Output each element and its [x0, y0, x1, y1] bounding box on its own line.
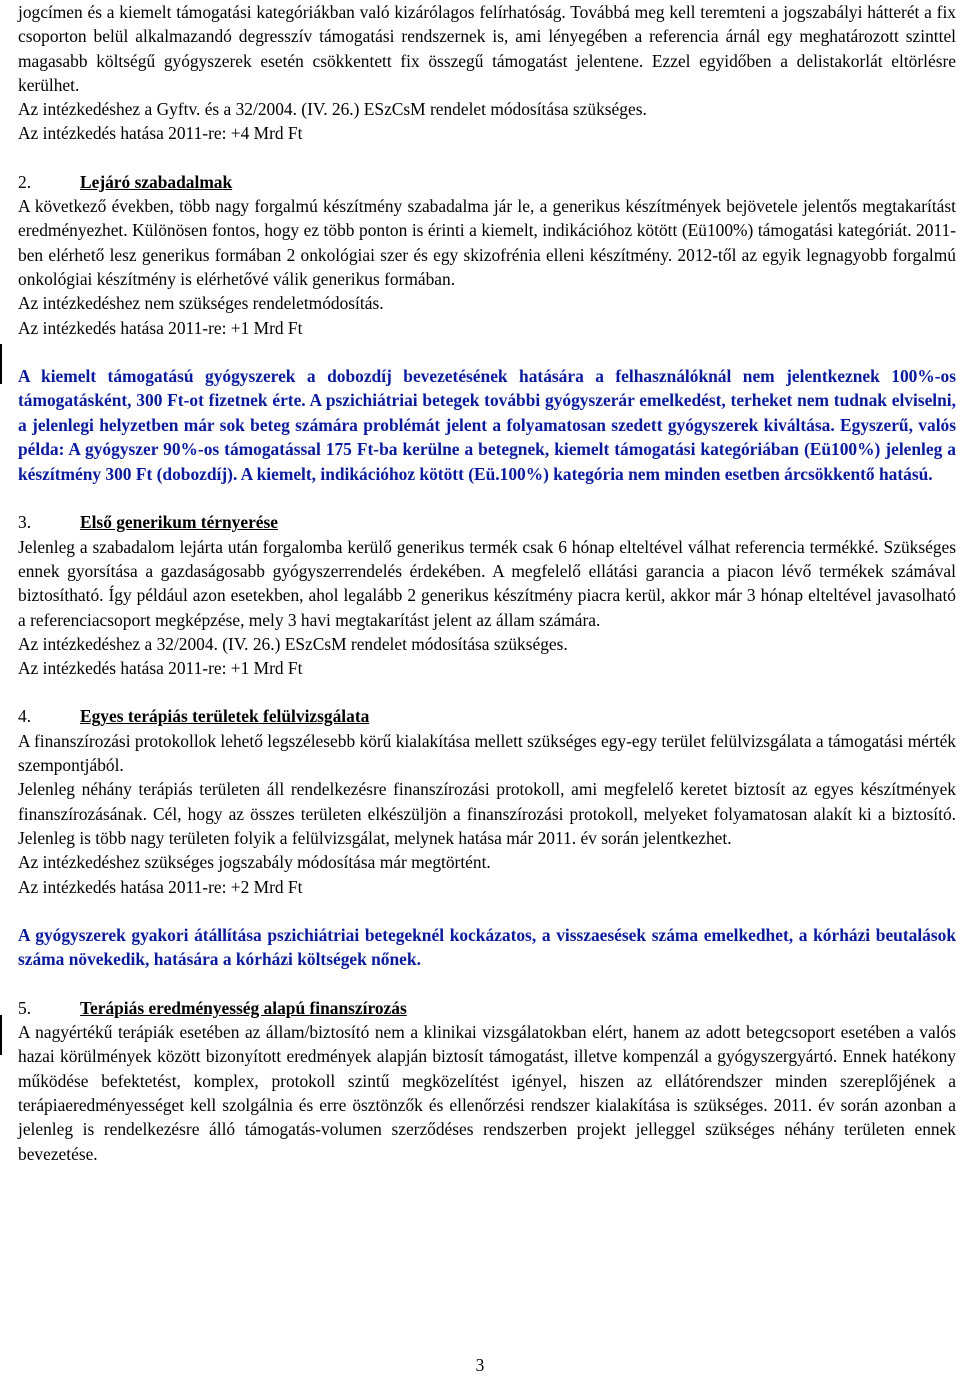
spacer [18, 486, 956, 510]
spacer [18, 340, 956, 364]
section-4-legal-note: Az intézkedéshez szükséges jogszabály módosítása már megtörtént. [18, 852, 491, 873]
section-number: 3. [18, 512, 32, 533]
section-4-comment: A gyógyszerek gyakori átállítása pszichiátriai betegeknél kockázatos, a visszaesések száma emelkedhet, a kórházi beutalások száma növekedik, hatására a kórházi költségek nőnek. [18, 924, 956, 970]
section-3-impact: Az intézkedés hatása 2011-re: +1 Mrd Ft [18, 658, 303, 679]
section-2-paragraph: A következő években, több nagy forgalmú készítmény szabadalma jár le, a generikus készítmények bejövetele jelentős megtakarítást eredményezhet. Különösen fontos, hogy ez több ponton is érinti a kiemelt, indikációhoz kötött (Eü100%) támogatási kategóriát. 2011-ben elérhető lesz generikus formában 2 onkológiai szer és egy skizofrénia elleni készítmény. 2012-től az egyik legnagyobb forgalmú onkológiai készítmény is elérhetővé válik generikus formában. [18, 196, 956, 289]
section-number: 4. [18, 706, 32, 727]
revision-bar [0, 344, 2, 384]
spacer [18, 972, 956, 996]
spacer [18, 680, 956, 704]
section-title: Lejáró szabadalmak [80, 171, 233, 192]
page-number: 3 [475, 1355, 485, 1375]
section-3-heading [18, 510, 956, 534]
spacer [18, 899, 956, 923]
section-2-heading [18, 170, 956, 194]
section-4-heading [18, 704, 956, 728]
section-title: Egyes terápiás területek felülvizsgálata [80, 706, 370, 727]
section-5-heading [18, 996, 956, 1020]
document-page [18, 0, 956, 1166]
section-4-paragraph-1: A finanszírozási protokollok lehető legszélesebb körű kialakítása mellett szükséges egy-egy terület felülvizsgálata a támogatási mérték szempontjából. [18, 730, 956, 776]
section-number: 5. [18, 997, 32, 1018]
section-title: Terápiás eredményesség alapú finanszírozás [80, 997, 407, 1018]
section-2-comment: A kiemelt támogatású gyógyszerek a dobozdíj bevezetésének hatására a felhasználóknál nem jelentkeznek 100%-os támogatásként, 300 Ft-ot fizetnek érte. A pszichiátriai betegek további gyógyszerár emelkedést, terheket nem tudnak elviselni, a jelenlegi helyzetben már sok beteg számára problémát jelent a folyamatosan szedett gyógyszerek kiváltása. Egyszerű, valós példa: A gyógyszer 90%-os támogatással 175 Ft-ba kerülne a betegnek, kiemelt támogatási kategóriában (Eü100%) jelenleg a készítmény 300 Ft (dobozdíj). A kiemelt, indikációhoz kötött (Eü.100%) kategória nem minden esetben árcsökkentő hatású. [18, 365, 956, 484]
revision-bar [0, 1015, 2, 1055]
section-3-paragraph: Jelenleg a szabadalom lejárta után forgalomba kerülő generikus termék csak 6 hónap elteltével válhat referencia termékké. Szükséges ennek gyorsítása a gazdaságosabb gyógyszerrendelés érdekében. A megfelelő ellátási garancia a piacon lévő termékek számával biztosítható. Így például azon esetekben, ahol legalább 2 generikus készítmény piacra kerül, akkor már 3 hónap elteltével javasolható a referenciacsoport megképzése, mely 3 havi megtakarítást jelent az állam számára. [18, 536, 956, 630]
section-2-impact: Az intézkedés hatása 2011-re: +1 Mrd Ft [18, 317, 303, 338]
section-4-paragraph-2: Jelenleg néhány terápiás területen áll rendelkezésre finanszírozási protokoll, ami megfelelő keretet biztosít az egyes készítmények finanszírozásának. Cél, hogy az összes területen elkészüljön a finanszírozási protokoll, melyeket folyamatosan alakít ki a biztosító. Jelenleg is több nagy területen folyik a felülvizsgálat, melynek hatása már 2011. év során jelentkezhet. [18, 779, 956, 848]
section-title: Első generikum térnyerése [80, 512, 279, 533]
intro-paragraph: jogcímen és a kiemelt támogatási kategóriákban való kizárólagos felírhatóság. Továbbá meg kell teremteni a jogszabályi hátterét a fix csoporton belül alkalmazandó degresszív támogatási rendszernek is, ami lényegében a referencia árnál egy meghatározott szinttel magasabb költségű gyógyszerek esetén csökkentett fix összegű támogatást jelentene. Ezzel egyidőben a delistakorlát eltörlésre kerülhet. [18, 2, 956, 95]
section-5-paragraph: A nagyértékű terápiák esetében az állam/biztosító nem a klinikai vizsgálatokban elért, hanem az adott betegcsoport esetében a valós hazai körülmények között bizonyított eredmények alapján biztosít támogatást, illetve kompenzál a gyógyszergyártó. Ennek hatékony működése befektetést, komplex, protokoll szintű megközelítést igényel, hiszen az ellátórendszer minden szereplőjének a terápiaeredményességet kell szolgálnia és erre ösztönzők és ellenőrzési rendszer kialakítása is szükséges. 2011. év során azonban a jelenleg is rendelkezésre álló támogatás-volumen szerződéses rendszerben projekt jelleggel szükséges néhány területen ennek bevezetése. [18, 1022, 956, 1164]
intro-legal-note: Az intézkedéshez a Gyftv. és a 32/2004. (IV. 26.) ESzCsM rendelet módosítása szükséges. [18, 99, 647, 120]
intro-impact: Az intézkedés hatása 2011-re: +4 Mrd Ft [18, 123, 303, 144]
section-4-impact: Az intézkedés hatása 2011-re: +2 Mrd Ft [18, 876, 303, 897]
section-3-legal-note: Az intézkedéshez a 32/2004. (IV. 26.) ESzCsM rendelet módosítása szükséges. [18, 633, 568, 654]
section-2-legal-note: Az intézkedéshez nem szükséges rendeletmódosítás. [18, 293, 384, 314]
section-number: 2. [18, 171, 32, 192]
spacer [18, 146, 956, 170]
